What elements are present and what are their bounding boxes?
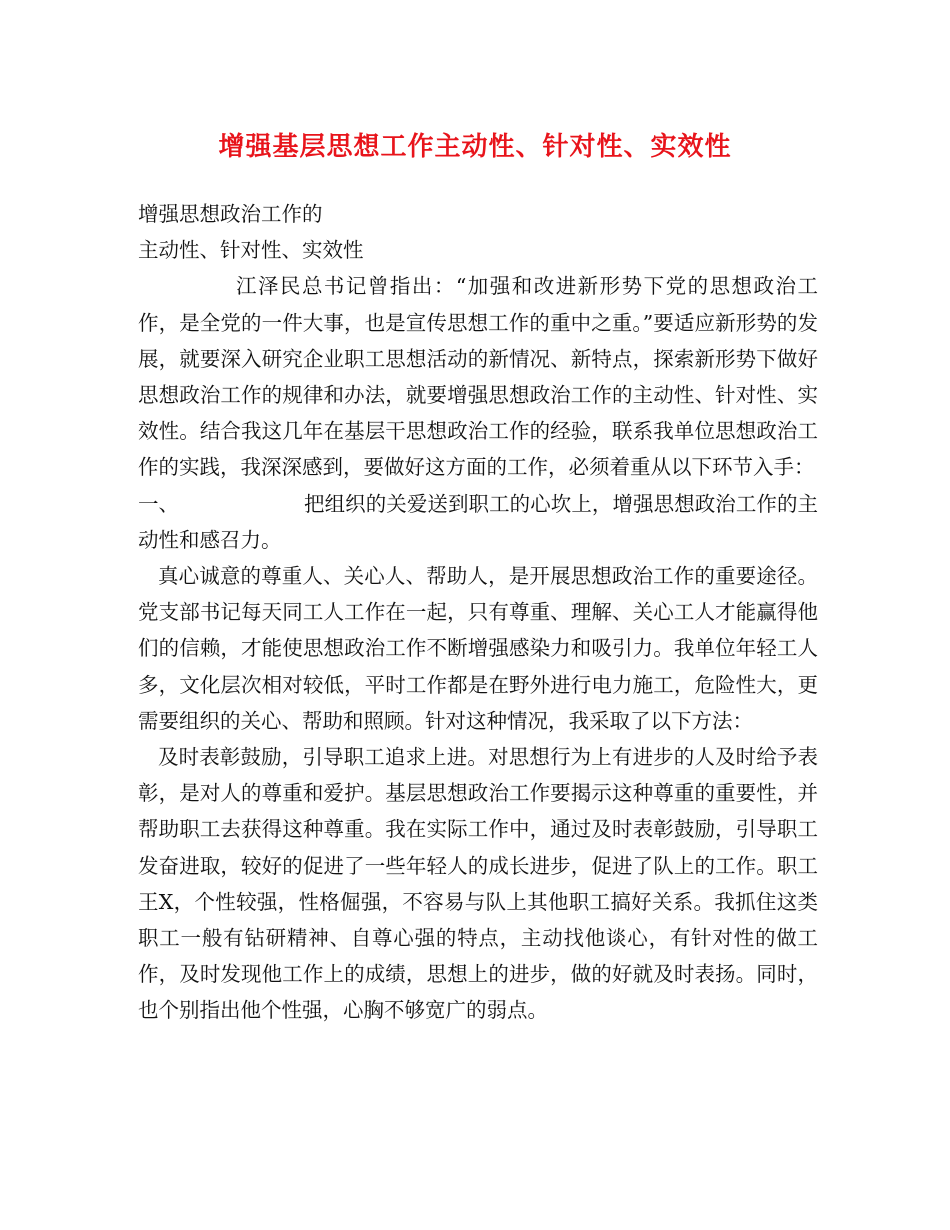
document-title: 增强基层思想工作主动性、针对性、实效性 xyxy=(218,132,732,162)
subtitle-line-2: 主动性、针对性、实效性 xyxy=(138,238,364,263)
subtitle-line-1: 增强思想政治工作的 xyxy=(138,202,323,226)
body-paragraph-3: 及时表彰鼓励，引导职工追求上进。对思想行为上有进步的人及时给予表彰，是对人的尊重和爱护。基层思想政治工作要揭示这种尊重的重要性，并帮助职工去获得这种尊重。我在实际工作中，通过及时表彰鼓励，引导职工发奋进取，较好的促进了一些年轻人的成长进步，促进了队上的工作。职工王X，个性较强，性格倔强，不容易与队上其他职工搞好关系。我抓住这类职工一般有钻研精神、自尊心强的特点，主动找他谈心，有针对性的做工作，及时发现他工作上的成绩，思想上的进步，做的好就及时表扬。同时，也个别指出他个性强，心胸不够宽广的弱点。 xyxy=(138,745,818,1023)
document-body xyxy=(138,196,818,1029)
body-paragraph-2: 真心诚意的尊重人、关心人、帮助人，是开展思想政治工作的重要途径。党支部书记每天同工人工作在一起，只有尊重、理解、关心工人才能赢得他们的信赖，才能使思想政治工作不断增强感染力和吸引力。我单位年轻工人多，文化层次相对较低，平时工作都是在野外进行电力施工，危险性大，更需要组织的关心、帮助和照顾。针对这种情况，我采取了以下方法： xyxy=(138,564,818,733)
intro-paragraph: 江泽民总书记曾指出：“加强和改进新形势下党的思想政治工作，是全党的一件大事，也是宣传思想工作的重中之重。”要适应新形势的发展，就要深入研究企业职工思想活动的新情况、新特点，探索新形势下做好思想政治工作的规律和办法，就要增强思想政治工作的主动性、针对性、实效性。结合我这几年在基层干思想政治工作的经验，联系我单位思想政治工作的实践，我深深感到，要做好这方面的工作，必须着重从以下环节入手： xyxy=(138,274,818,480)
section-1-heading-text: 把组织的关爱送到职工的心坎上，增强思想政治工作的主动性和感召力。 xyxy=(138,491,818,552)
section-1-heading xyxy=(138,486,818,558)
section-1-number: 一、 xyxy=(138,491,179,516)
